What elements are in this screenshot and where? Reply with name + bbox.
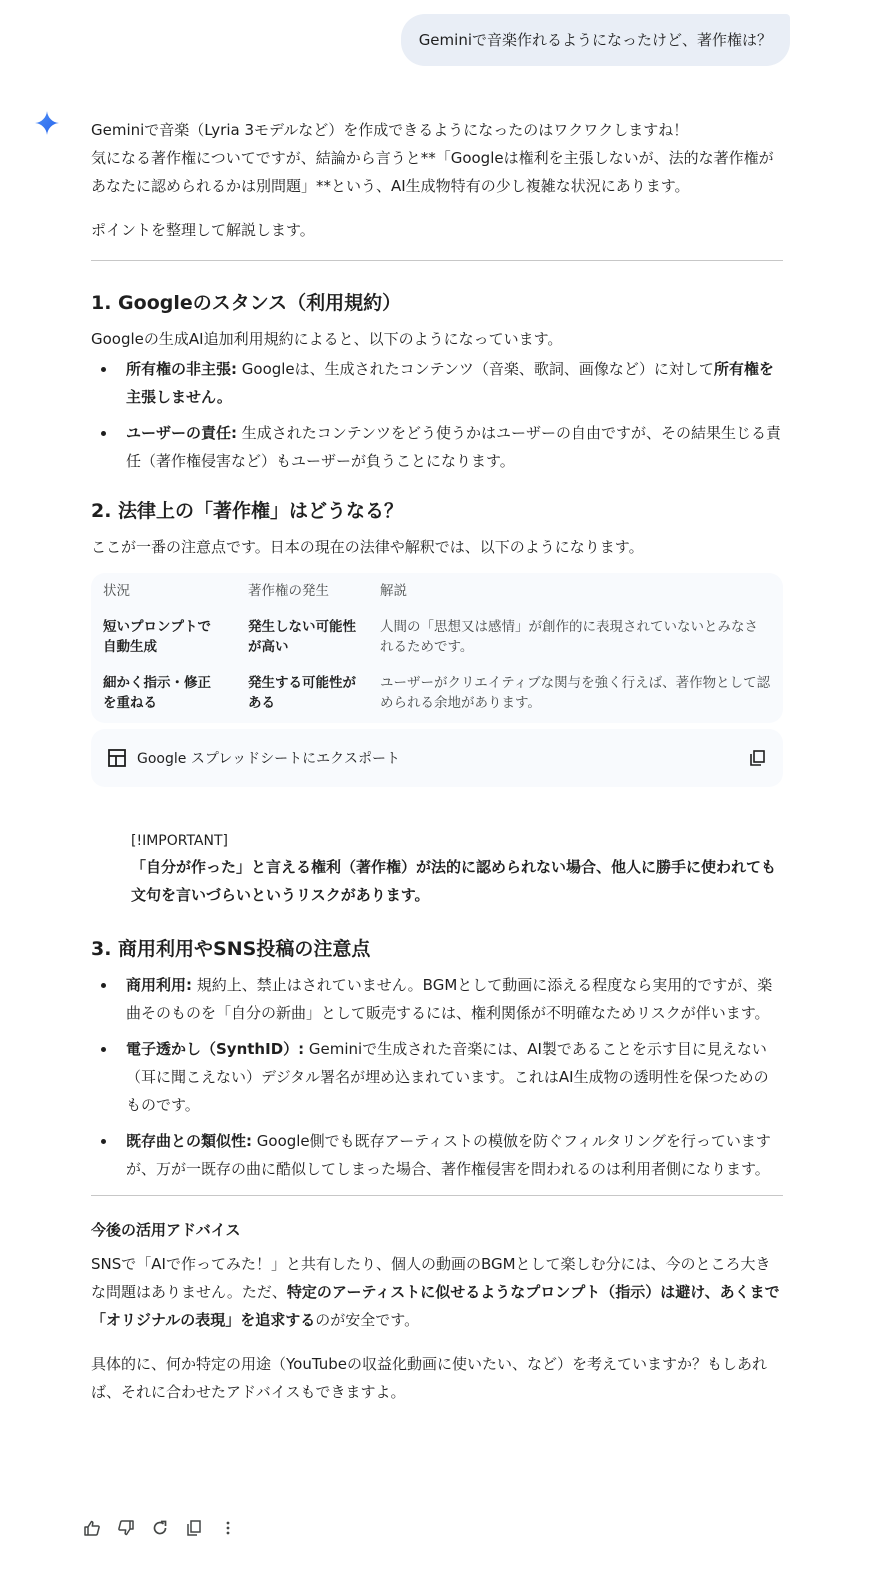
table-cell: 短いプロンプトで自動生成	[103, 619, 211, 655]
table-cell: 人間の「思想又は感情」が創作的に表現されていないとみなされるためです。	[380, 619, 758, 655]
advice-title: 今後の活用アドバイス	[91, 1221, 241, 1239]
bullet-dot	[101, 367, 106, 372]
section-2-title: 2. 法律上の「著作権」はどうなる？	[91, 500, 404, 522]
advice-text: SNSで「AIで作ってみた！」と共有したり、個人の動画のBGMとして楽しむ分には、今のところ大きな問題はありません。ただ、	[91, 1255, 771, 1301]
table-cell: 細かく指示・修正を重ねる	[103, 675, 211, 711]
bullet-label: 所有権の非主張:	[126, 360, 237, 378]
advice-paragraph-2: 具体的に、何か特定の用途（YouTubeの収益化動画に使いたい、など）を考えていますか？もしあれば、それに合わせたアドバイスもできますよ。	[91, 1355, 768, 1401]
list-item	[91, 1035, 783, 1119]
regenerate-button[interactable]	[150, 1518, 170, 1538]
copy-table-icon[interactable]	[749, 749, 767, 767]
table-header: 解説	[380, 583, 407, 599]
regenerate-icon	[151, 1519, 169, 1537]
intro-point: ポイントを整理して解説します。	[91, 221, 315, 239]
intro-line-2: 気になる著作権についてですが、結論から言うと**「Googleは権利を主張しないが、法的な著作権があなたに認められるかは別問題」**という、AI生成物特有の少し複雑な状況にあります。	[91, 149, 774, 195]
assistant-response	[91, 116, 783, 1406]
table-cell: 発生する可能性がある	[248, 675, 356, 711]
table-header-row	[91, 573, 783, 611]
table-icon	[107, 748, 127, 768]
thumbs-up-button[interactable]	[82, 1518, 102, 1538]
table-row	[91, 611, 783, 667]
copyright-table	[91, 573, 783, 723]
bullet-label: 電子透かし（SynthID）:	[126, 1040, 305, 1058]
gemini-sparkle-icon	[34, 110, 60, 136]
export-label: Google スプレッドシートにエクスポート	[137, 751, 400, 767]
advice-paragraph-1	[91, 1250, 783, 1334]
thumbs-up-icon	[83, 1519, 101, 1537]
bullet-dot	[101, 1047, 106, 1052]
divider	[91, 1195, 783, 1196]
list-item	[91, 419, 783, 475]
more-options-button[interactable]	[218, 1518, 238, 1538]
important-callout	[131, 829, 783, 909]
advice-bold-text: 特定のアーティストに似せるようなプロンプト（指示）は避け、あくまで「オリジナルの表現」を追求する	[91, 1283, 780, 1329]
bullet-text: 規約上、禁止はされていません。BGMとして動画に添える程度なら実用的ですが、楽曲そのものを「自分の新曲」として販売するには、権利関係が不明確なためリスクが伴います。	[126, 976, 773, 1022]
important-text: 「自分が作った」と言える権利（著作権）が法的に認められない場合、他人に勝手に使われても文句を言いづらいというリスクがあります。	[131, 858, 777, 904]
advice-text: のが安全です。	[315, 1311, 420, 1329]
list-item	[91, 355, 783, 411]
table-header: 著作権の発生	[248, 583, 329, 599]
table-row	[91, 667, 783, 723]
bullet-label: 既存曲との類似性:	[126, 1132, 252, 1150]
section-2-lead: ここが一番の注意点です。日本の現在の法律や解釈では、以下のようになります。	[91, 538, 644, 556]
bullet-dot	[101, 431, 106, 436]
bullet-bold-tail: 所有権を主張しません。	[126, 360, 774, 406]
table-header: 状況	[103, 583, 130, 599]
intro-line-1: Geminiで音楽（Lyria 3モデルなど）を作成できるようになったのはワクワクしますね！	[91, 121, 689, 139]
section-1-title: 1. Googleのスタンス（利用規約）	[91, 292, 402, 314]
export-bar	[91, 729, 783, 787]
bullet-label: 商用利用:	[126, 976, 192, 994]
bullet-dot	[101, 1139, 106, 1144]
bullet-text: Googleは、生成されたコンテンツ（音楽、歌詞、画像など）に対して	[237, 360, 714, 378]
table-cell: 発生しない可能性が高い	[248, 619, 356, 655]
section-1-lead: Googleの生成AI追加利用規約によると、以下のようになっています。	[91, 330, 563, 348]
list-item	[91, 1127, 783, 1183]
bullet-text: 生成されたコンテンツをどう使うかはユーザーの自由ですが、その結果生じる責任（著作権侵害など）もユーザーが負うことになります。	[126, 424, 782, 470]
export-to-sheets-button[interactable]	[107, 748, 400, 768]
thumbs-down-button[interactable]	[116, 1518, 136, 1538]
section-3-list	[91, 971, 783, 1183]
table-cell: ユーザーがクリエイティブな関与を強く行えば、著作物として認められる余地があります。	[380, 675, 771, 711]
bullet-text: Geminiで生成された音楽には、AI製であることを示す目に見えない（耳に聞こえない）デジタル署名が埋め込まれています。これはAI生成物の透明性を保つためのものです。	[126, 1040, 769, 1114]
bullet-text: Google側でも既存アーティストの模倣を防ぐフィルタリングを行っていますが、万が一既存の曲に酷似してしまった場合、著作権侵害を問われるのは利用者側になります。	[126, 1132, 771, 1178]
more-vert-icon	[219, 1519, 237, 1537]
bullet-label: ユーザーの責任:	[126, 424, 237, 442]
copy-button[interactable]	[184, 1518, 204, 1538]
important-tag: [!IMPORTANT]	[131, 833, 228, 849]
section-3-title: 3. 商用利用やSNS投稿の注意点	[91, 938, 371, 960]
section-1-list	[91, 355, 783, 475]
response-actions	[82, 1518, 238, 1538]
thumbs-down-icon	[117, 1519, 135, 1537]
bullet-dot	[101, 983, 106, 988]
list-item	[91, 971, 783, 1027]
user-message-bubble: Geminiで音楽作れるようになったけど、著作権は？	[401, 14, 790, 66]
divider	[91, 260, 783, 261]
copy-icon	[185, 1519, 203, 1537]
user-message-row	[401, 14, 790, 66]
